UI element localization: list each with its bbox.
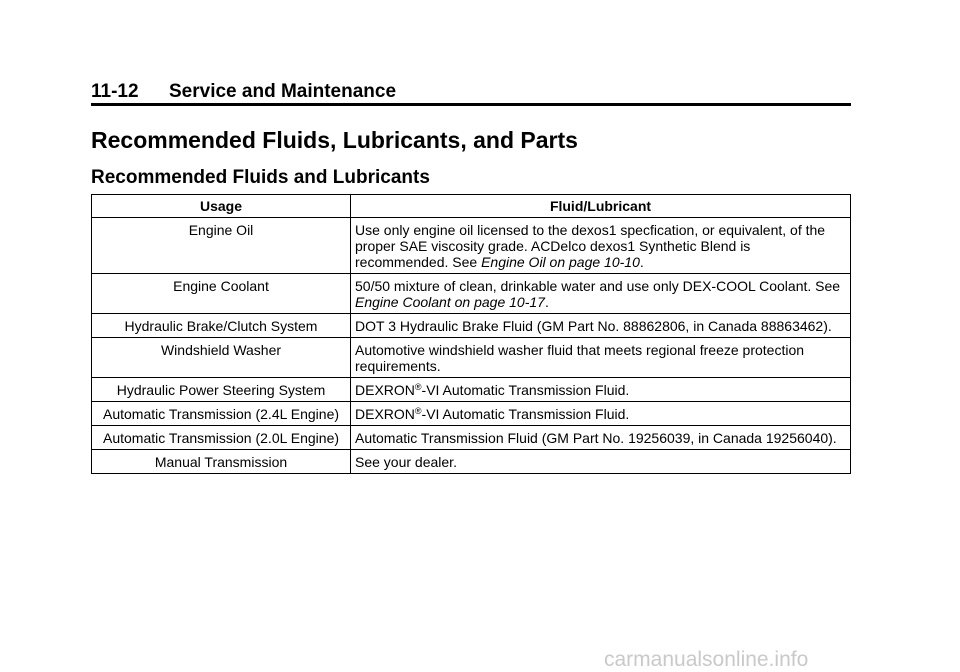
fluid-cell [351, 274, 851, 314]
fluid-text-end: -VI Automatic Transmission Fluid. [421, 382, 630, 398]
usage-cell: Manual Transmission [92, 450, 351, 474]
section-subtitle: Recommended Fluids and Lubricants [91, 167, 430, 188]
table-row [92, 426, 851, 450]
usage-cell: Automatic Transmission (2.4L Engine) [92, 402, 351, 426]
page-reference: Engine Coolant on page 10-17 [355, 294, 545, 310]
fluids-table [91, 194, 851, 474]
fluid-cell [351, 218, 851, 274]
fluid-cell: DOT 3 Hydraulic Brake Fluid (GM Part No. 88862806, in Canada 88863462). [351, 314, 851, 338]
usage-cell: Hydraulic Brake/Clutch System [92, 314, 351, 338]
table-row [92, 274, 851, 314]
fluid-text: DEXRON [355, 406, 415, 422]
table-row [92, 218, 851, 274]
table-row [92, 450, 851, 474]
fluid-text: Use only engine oil licensed to the dexos1 specfication, or equivalent, of the proper SAE viscosity grade. ACDelco dexos1 Synthetic Blend is recommended. See [355, 222, 826, 270]
header-rule [91, 103, 851, 106]
page-number: 11-12 [91, 81, 139, 102]
column-header-fluid: Fluid/Lubricant [351, 195, 851, 218]
usage-cell: Windshield Washer [92, 338, 351, 378]
page-title: Recommended Fluids, Lubricants, and Parts [91, 127, 578, 153]
fluid-text-end: . [544, 294, 549, 310]
registered-mark: ® [414, 406, 422, 416]
fluid-text: DEXRON [355, 382, 415, 398]
fluid-cell: Automatic Transmission Fluid (GM Part No. 19256039, in Canada 19256040). [351, 426, 851, 450]
column-header-usage: Usage [92, 195, 351, 218]
fluid-text-end: -VI Automatic Transmission Fluid. [421, 406, 630, 422]
fluid-cell: Automotive windshield washer fluid that meets regional freeze protection requirements. [351, 338, 851, 378]
usage-cell: Engine Oil [92, 218, 351, 274]
watermark: carmanualsonline.info [604, 648, 809, 671]
fluid-cell: See your dealer. [351, 450, 851, 474]
page-reference: Engine Oil on page 10-10 [481, 254, 640, 270]
table-row [92, 314, 851, 338]
usage-cell: Engine Coolant [92, 274, 351, 314]
section-name: Service and Maintenance [169, 81, 397, 102]
fluid-cell [351, 378, 851, 402]
table-row [92, 402, 851, 426]
fluid-text-end: . [639, 254, 644, 270]
usage-cell: Hydraulic Power Steering System [92, 378, 351, 402]
table-row [92, 338, 851, 378]
registered-mark: ® [414, 382, 422, 392]
usage-cell: Automatic Transmission (2.0L Engine) [92, 426, 351, 450]
table-row [92, 378, 851, 402]
fluid-text: 50/50 mixture of clean, drinkable water and use only DEX-COOL Coolant. See [355, 278, 841, 294]
page-header [91, 80, 851, 104]
table-header-row [92, 195, 851, 218]
fluid-cell [351, 402, 851, 426]
